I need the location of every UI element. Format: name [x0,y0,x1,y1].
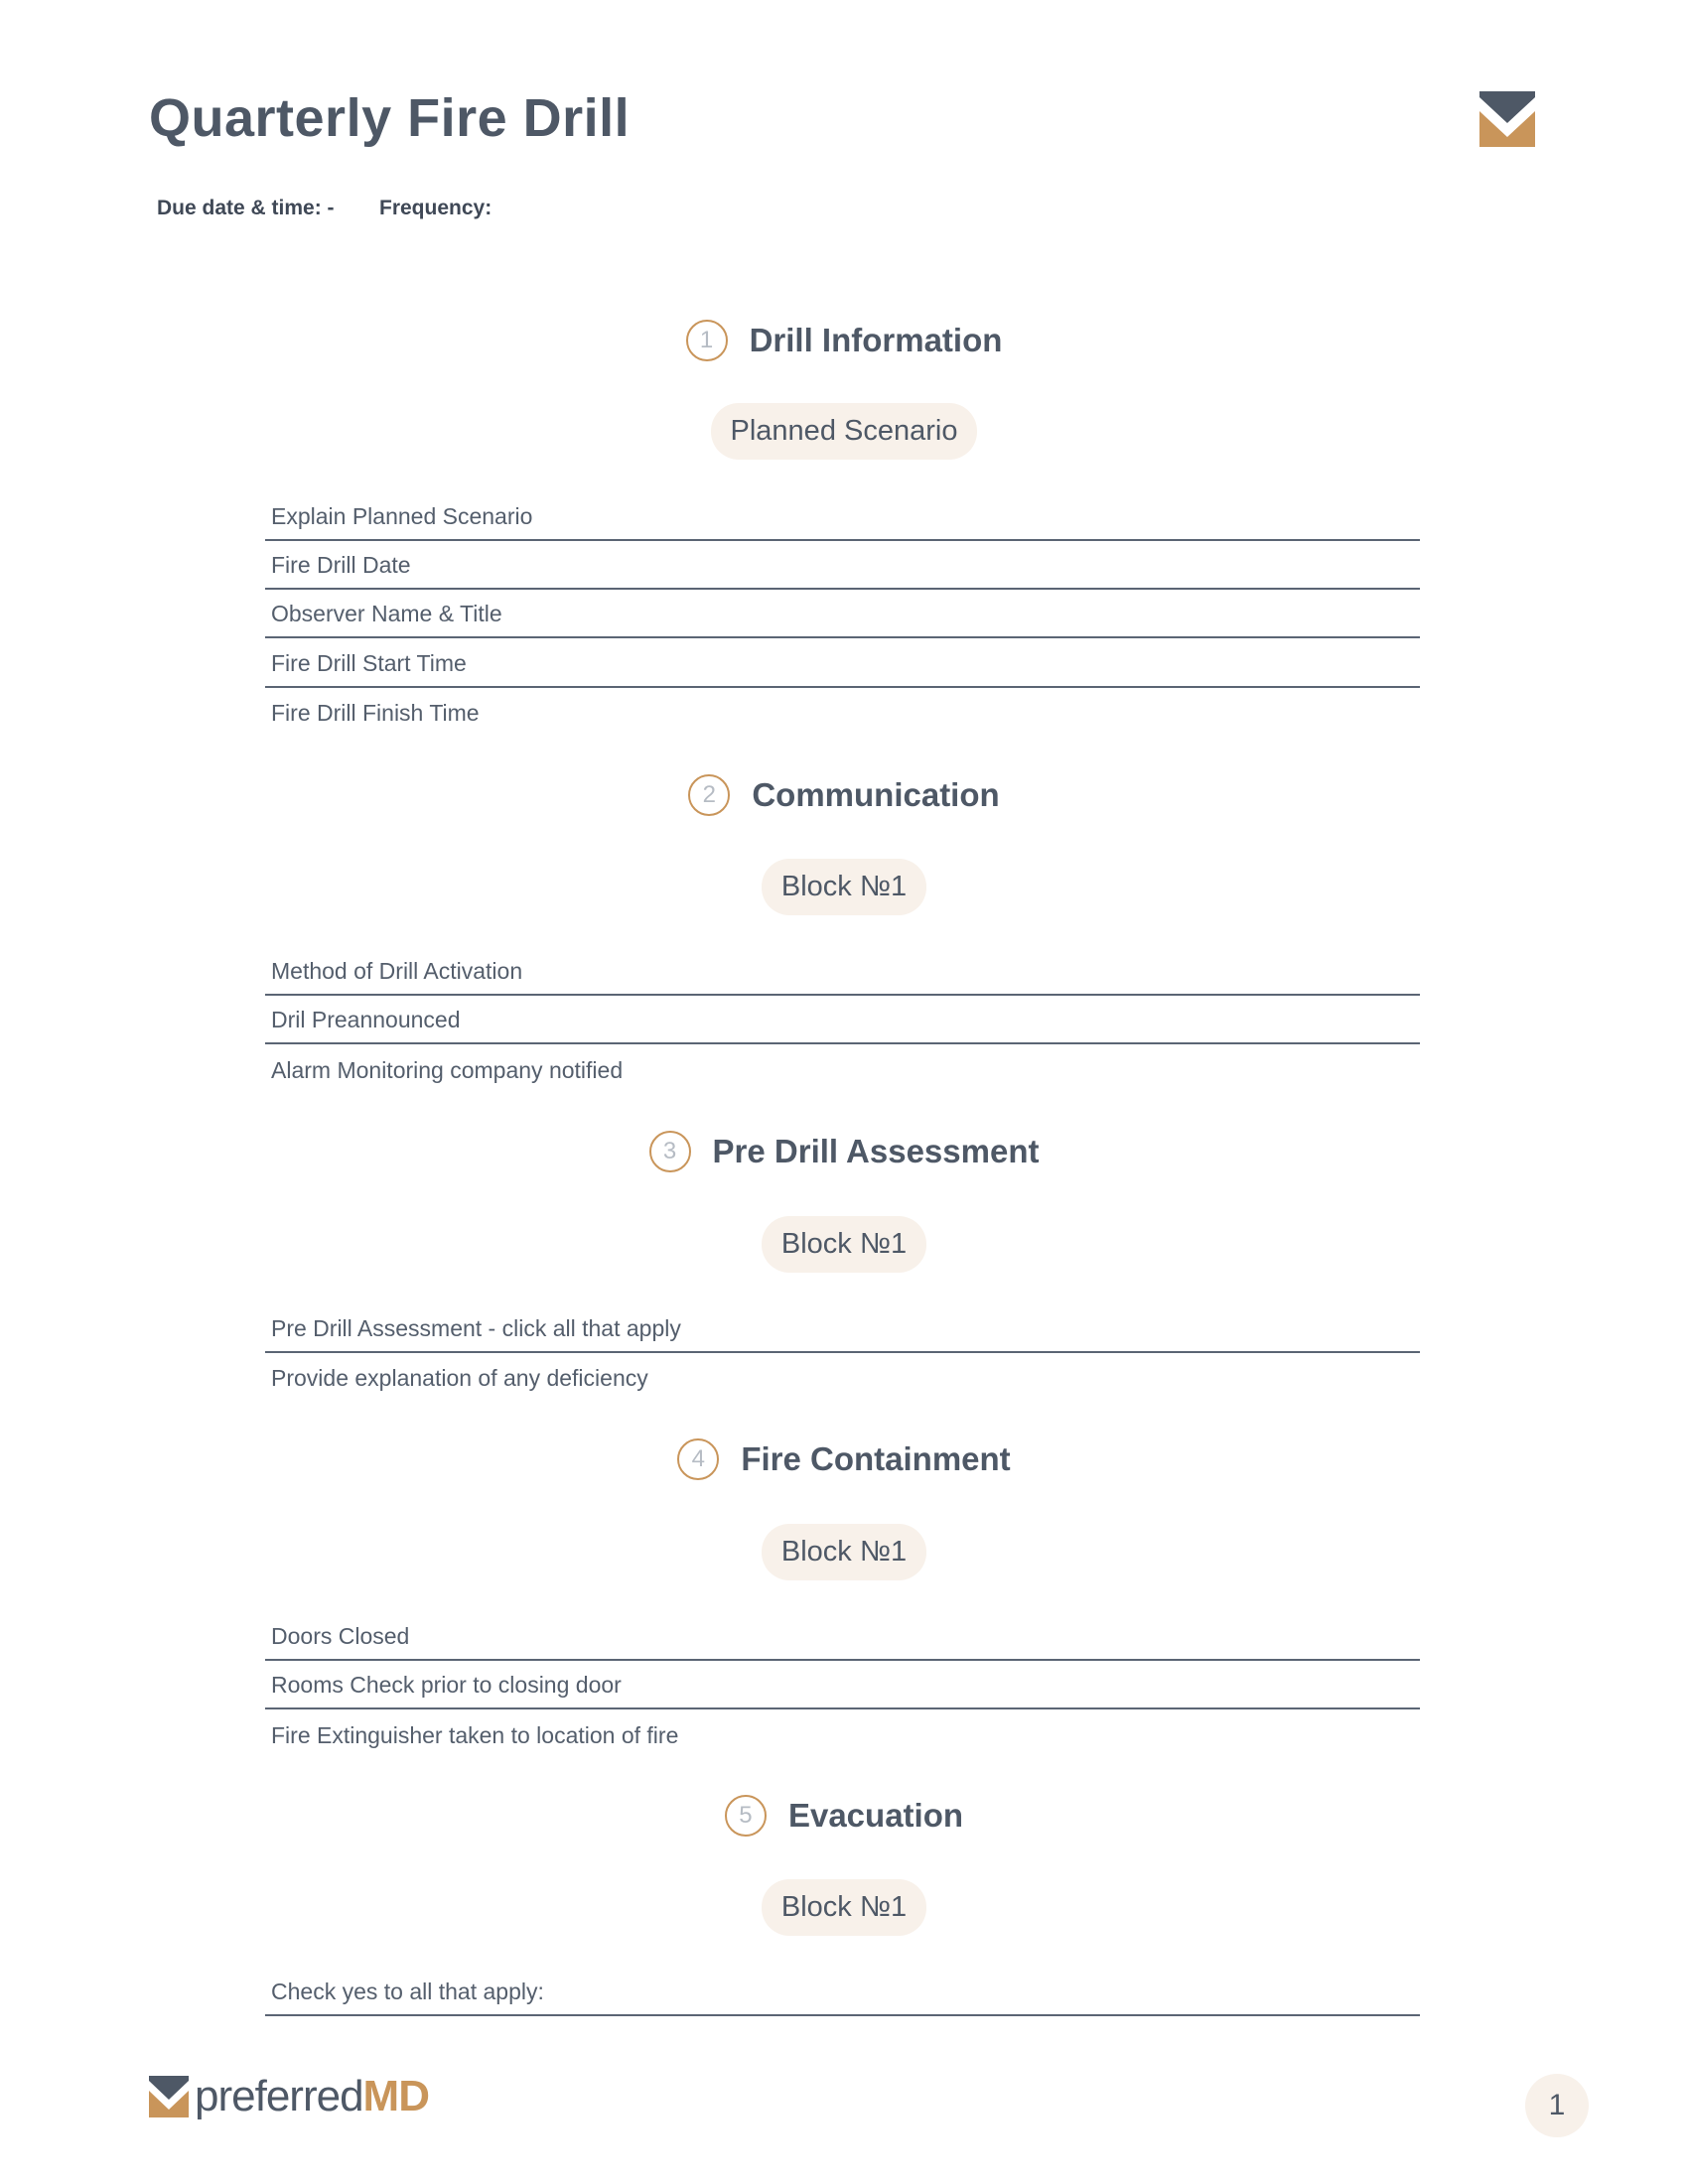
field-fire-extinguisher[interactable]: Fire Extinguisher taken to location of fire [271,1721,679,1748]
section-number-badge: 2 [688,774,730,816]
section-title: Communication [752,776,1000,813]
field-fire-drill-finish-time[interactable]: Fire Drill Finish Time [271,699,480,726]
block-pill [0,1216,1688,1273]
block-pill [0,1524,1688,1580]
field-pre-drill-assessment[interactable]: Pre Drill Assessment - click all that apply [265,1305,1420,1353]
field-explain-planned-scenario[interactable]: Explain Planned Scenario [265,493,1420,541]
field-deficiency-explanation[interactable]: Provide explanation of any deficiency [271,1364,648,1391]
field-rooms-check[interactable]: Rooms Check prior to closing door [265,1662,1420,1709]
checkmark-logo-icon [149,2076,189,2117]
brand-name-part1: preferred [195,2072,363,2120]
checkmark-logo-icon [1479,91,1535,147]
section-title: Fire Containment [741,1440,1011,1477]
block-pill [0,859,1688,915]
block-pill [0,1879,1688,1936]
section-header-communication [0,774,1688,816]
section-number-badge: 3 [649,1131,691,1172]
field-method-of-drill-activation[interactable]: Method of Drill Activation [265,948,1420,996]
section-number-badge: 4 [677,1438,719,1480]
section-header-evacuation [0,1795,1688,1837]
field-check-yes-all-apply[interactable]: Check yes to all that apply: [265,1969,1420,2016]
section-number-badge: 1 [686,320,728,361]
field-fire-drill-start-time[interactable]: Fire Drill Start Time [265,640,1420,688]
section-title: Drill Information [749,322,1003,358]
block-label: Block №1 [762,1524,926,1580]
section-header-pre-drill-assessment [0,1131,1688,1172]
frequency-label: Frequency: [379,197,492,219]
block-label: Block №1 [762,1879,926,1936]
block-label: Block №1 [762,859,926,915]
section-title: Evacuation [787,1797,964,1834]
field-drill-preannounced[interactable]: Dril Preannounced [265,997,1420,1044]
document-title: Quarterly Fire Drill [149,88,631,148]
page-number: 1 [1525,2074,1589,2137]
block-label: Planned Scenario [711,403,978,460]
due-date-label: Due date & time: - [157,197,335,219]
section-header-drill-information [0,320,1688,361]
block-label: Block №1 [762,1216,926,1273]
section-title: Pre Drill Assessment [712,1133,1040,1169]
footer-brand [149,2072,429,2121]
field-fire-drill-date[interactable]: Fire Drill Date [265,542,1420,590]
section-number-badge: 5 [725,1795,767,1837]
field-alarm-monitoring-notified[interactable]: Alarm Monitoring company notified [271,1056,624,1083]
block-pill [0,403,1688,460]
section-header-fire-containment [0,1438,1688,1480]
field-doors-closed[interactable]: Doors Closed [265,1613,1420,1661]
brand-name-part2: MD [362,2072,429,2120]
field-observer-name-title[interactable]: Observer Name & Title [265,591,1420,638]
